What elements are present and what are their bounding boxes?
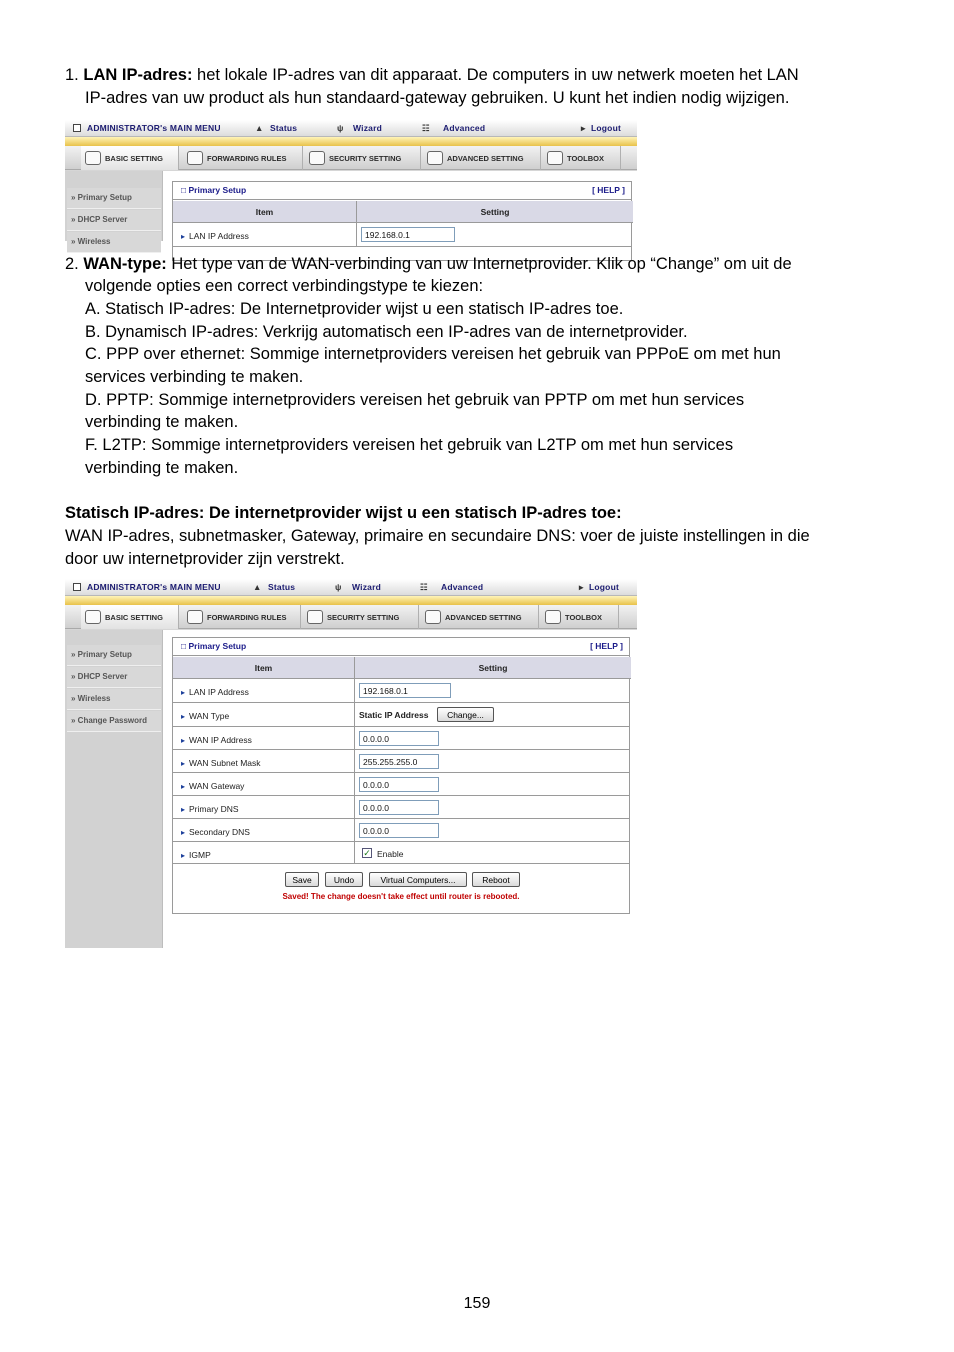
- advanced-icon: ☷: [422, 123, 430, 133]
- status-link[interactable]: Status: [270, 123, 298, 133]
- sidebar-item-label: Change Password: [77, 716, 148, 725]
- option-a: A. Statisch IP-adres: De Internetprovider wijst u een statisch IP-adres toe.: [85, 300, 624, 318]
- panel-title-text: Primary Setup: [188, 641, 247, 651]
- section-line1: WAN IP-adres, subnetmasker, Gateway, primaire en secundaire DNS: voer de juiste instellingen in die: [65, 527, 810, 545]
- menu-icon: [73, 124, 81, 132]
- tab-label: FORWARDING RULES: [207, 153, 287, 163]
- tab-label: ADVANCED SETTING: [445, 612, 522, 622]
- sidebar-item-label: Primary Setup: [77, 193, 132, 202]
- table-row: [173, 750, 629, 773]
- tab-basic-setting[interactable]: [81, 146, 179, 170]
- tab-forwarding-rules[interactable]: [183, 146, 303, 170]
- row-label: ▸ IGMP: [173, 842, 355, 863]
- logout-arrow-icon: ▸: [579, 582, 584, 592]
- router-screenshot-2: [65, 579, 637, 948]
- item2-line1: [65, 253, 792, 276]
- tab-label: SECURITY SETTING: [327, 612, 400, 622]
- status-link[interactable]: Status: [268, 582, 296, 592]
- row-label: ▸ WAN Subnet Mask: [173, 750, 355, 772]
- logout-arrow-icon: ▸: [581, 123, 586, 133]
- top-menu-bar: [65, 120, 637, 137]
- sidebar: [65, 630, 163, 948]
- toolbox-icon: [545, 610, 561, 624]
- table-row: [173, 727, 629, 750]
- item2-text: Het type van de WAN-verbinding van uw Internetprovider. Klik op “Change” om uit de: [166, 255, 792, 273]
- wan-subnet-mask-input[interactable]: 255.255.255.0: [359, 754, 439, 769]
- content-area: [163, 171, 637, 241]
- advanced-setting-icon: [427, 151, 443, 165]
- tab-security-setting[interactable]: [303, 605, 419, 629]
- row-label: ▸ Primary DNS: [173, 796, 355, 818]
- column-header-item: Item: [173, 201, 357, 223]
- column-header-item: Item: [173, 657, 355, 679]
- option-f-cont: verbinding te maken.: [85, 459, 239, 477]
- option-c: C. PPP over ethernet: Sommige internetproviders vereisen het gebruik van PPPoE om met hun: [85, 345, 781, 363]
- sidebar: [65, 171, 163, 246]
- item1-line2: IP-adres van uw product als hun standaard-gateway gebruiken. U kunt het indien nodig wijzigen.: [85, 89, 790, 107]
- tab-bar: [65, 605, 637, 629]
- row-label: ▸ WAN Type: [173, 703, 355, 726]
- table-row: [173, 679, 629, 703]
- gold-strip: [65, 596, 637, 605]
- toolbox-icon: [547, 151, 563, 165]
- item2-line2: volgende opties een correct verbindingstype te kiezen:: [85, 277, 484, 295]
- item2-term: WAN-type:: [83, 255, 167, 273]
- tab-label: TOOLBOX: [565, 612, 602, 622]
- main-menu-label: ADMINISTRATOR's MAIN MENU: [87, 582, 221, 592]
- tab-toolbox[interactable]: [541, 605, 619, 629]
- primary-dns-input[interactable]: 0.0.0.0: [359, 800, 439, 815]
- option-f: F. L2TP: Sommige internetproviders vereisen het gebruik van L2TP om met hun services: [85, 436, 734, 454]
- lan-ip-input[interactable]: 192.168.0.1: [361, 227, 455, 242]
- tab-security-setting[interactable]: [305, 146, 421, 170]
- advanced-link[interactable]: Advanced: [443, 123, 486, 133]
- igmp-enable-checkbox[interactable]: ✓: [363, 848, 371, 858]
- tab-toolbox[interactable]: [543, 146, 621, 170]
- item2-number: 2.: [65, 255, 79, 273]
- wizard-link[interactable]: Wizard: [353, 123, 382, 133]
- secondary-dns-input[interactable]: 0.0.0.0: [359, 823, 439, 838]
- advanced-setting-icon: [425, 610, 441, 624]
- virtual-computers-button[interactable]: Virtual Computers...: [369, 872, 467, 887]
- tab-advanced-setting[interactable]: [421, 605, 539, 629]
- wan-type-value: Static IP Address: [359, 710, 429, 720]
- tab-label: BASIC SETTING: [105, 612, 163, 622]
- sidebar-item-dhcp-server[interactable]: » DHCP Server: [67, 667, 161, 688]
- help-link[interactable]: [ HELP ]: [590, 641, 623, 651]
- gold-strip: [65, 137, 637, 146]
- content-area: [163, 630, 637, 948]
- forward-icon: [187, 151, 203, 165]
- save-button[interactable]: Save: [285, 872, 319, 887]
- sidebar-item-label: DHCP Server: [77, 215, 128, 224]
- table-row: [173, 703, 629, 727]
- logout-link[interactable]: Logout: [589, 582, 619, 592]
- row-label: ▸ Secondary DNS: [173, 819, 355, 841]
- column-header-setting: Setting: [355, 657, 631, 679]
- menu-icon: [73, 583, 81, 591]
- item1-term: LAN IP-adres:: [83, 66, 193, 84]
- forward-icon: [187, 610, 203, 624]
- row-label: ▸ WAN IP Address: [173, 727, 355, 749]
- sidebar-item-label: Primary Setup: [77, 650, 132, 659]
- wizard-icon: ψ: [335, 582, 342, 592]
- sidebar-item-dhcp-server[interactable]: » DHCP Server: [67, 210, 161, 231]
- option-d-cont: verbinding te maken.: [85, 413, 239, 431]
- top-menu-bar: [65, 579, 637, 596]
- sidebar-item-label: DHCP Server: [77, 672, 128, 681]
- tab-label: BASIC SETTING: [105, 153, 163, 163]
- router-screenshot-1: [65, 120, 637, 246]
- security-icon: [309, 151, 325, 165]
- undo-button[interactable]: Undo: [325, 872, 363, 887]
- section-heading: Statisch IP-adres: De internetprovider wijst u een statisch IP-adres toe:: [65, 504, 622, 522]
- saved-message: Saved! The change doesn't take effect until router is rebooted.: [282, 892, 520, 901]
- tab-label: FORWARDING RULES: [207, 612, 287, 622]
- tab-label: TOOLBOX: [567, 153, 604, 163]
- folder-icon: [85, 151, 101, 165]
- item1-text: het lokale IP-adres van dit apparaat. De computers in uw netwerk moeten het LAN: [192, 66, 799, 84]
- option-c-cont: services verbinding te maken.: [85, 368, 304, 386]
- logout-link[interactable]: Logout: [591, 123, 621, 133]
- option-d: D. PPTP: Sommige internetproviders vereisen het gebruik van PPTP om met hun services: [85, 391, 745, 409]
- wizard-link[interactable]: Wizard: [352, 582, 381, 592]
- sidebar-item-label: Wireless: [77, 237, 111, 246]
- row-label: ▸ LAN IP Address: [173, 679, 355, 702]
- wizard-icon: ψ: [337, 123, 344, 133]
- reboot-button[interactable]: Reboot: [472, 872, 520, 887]
- tab-forwarding-rules[interactable]: [183, 605, 301, 629]
- tab-advanced-setting[interactable]: [423, 146, 541, 170]
- tab-bar: [65, 146, 637, 170]
- help-link[interactable]: [ HELP ]: [592, 185, 625, 195]
- wan-gateway-input[interactable]: 0.0.0.0: [359, 777, 439, 792]
- status-icon: ▲: [253, 582, 262, 592]
- table-row: [173, 796, 629, 819]
- main-menu-label: ADMINISTRATOR's MAIN MENU: [87, 123, 221, 133]
- status-icon: ▲: [255, 123, 264, 133]
- sidebar-item-wireless[interactable]: » Wireless: [67, 689, 161, 710]
- table-row: [173, 842, 629, 864]
- sidebar-item-primary-setup[interactable]: » Primary Setup: [67, 645, 161, 666]
- sidebar-item-change-password[interactable]: » Change Password: [67, 711, 161, 732]
- primary-setup-panel: [172, 637, 630, 914]
- panel-title: □ Primary Setup [ HELP ]: [173, 182, 631, 200]
- column-header-setting: Setting: [357, 201, 633, 223]
- item1-line1: [65, 64, 799, 87]
- wan-ip-input[interactable]: 0.0.0.0: [359, 731, 439, 746]
- tab-label: SECURITY SETTING: [329, 153, 402, 163]
- page-number: 159: [463, 1295, 491, 1312]
- panel-title: □ Primary Setup [ HELP ]: [173, 638, 629, 656]
- sidebar-item-primary-setup[interactable]: » Primary Setup: [67, 188, 161, 209]
- tab-basic-setting[interactable]: [81, 605, 179, 629]
- change-button[interactable]: Change...: [437, 707, 494, 722]
- tab-label: ADVANCED SETTING: [447, 153, 524, 163]
- table-row: [173, 223, 631, 247]
- item1-number: 1.: [65, 66, 79, 84]
- option-b: B. Dynamisch IP-adres: Verkrijg automatisch een IP-adres van de internetprovider.: [85, 323, 688, 341]
- sidebar-item-label: Wireless: [77, 694, 111, 703]
- row-label: ▸ LAN IP Address: [173, 223, 357, 246]
- advanced-link[interactable]: Advanced: [441, 582, 484, 592]
- advanced-icon: ☷: [420, 582, 428, 592]
- panel-title-text: Primary Setup: [188, 185, 247, 195]
- section-line2: door uw internetprovider zijn verstrekt.: [65, 550, 345, 568]
- table-row: [173, 773, 629, 796]
- igmp-enable-label: Enable: [377, 849, 404, 859]
- folder-icon: [85, 610, 101, 624]
- primary-setup-panel: [172, 181, 632, 261]
- row-label: ▸ WAN Gateway: [173, 773, 355, 795]
- table-row: [173, 819, 629, 842]
- security-icon: [307, 610, 323, 624]
- sidebar-item-wireless[interactable]: » Wireless: [67, 232, 161, 253]
- lan-ip-input[interactable]: 192.168.0.1: [359, 683, 451, 698]
